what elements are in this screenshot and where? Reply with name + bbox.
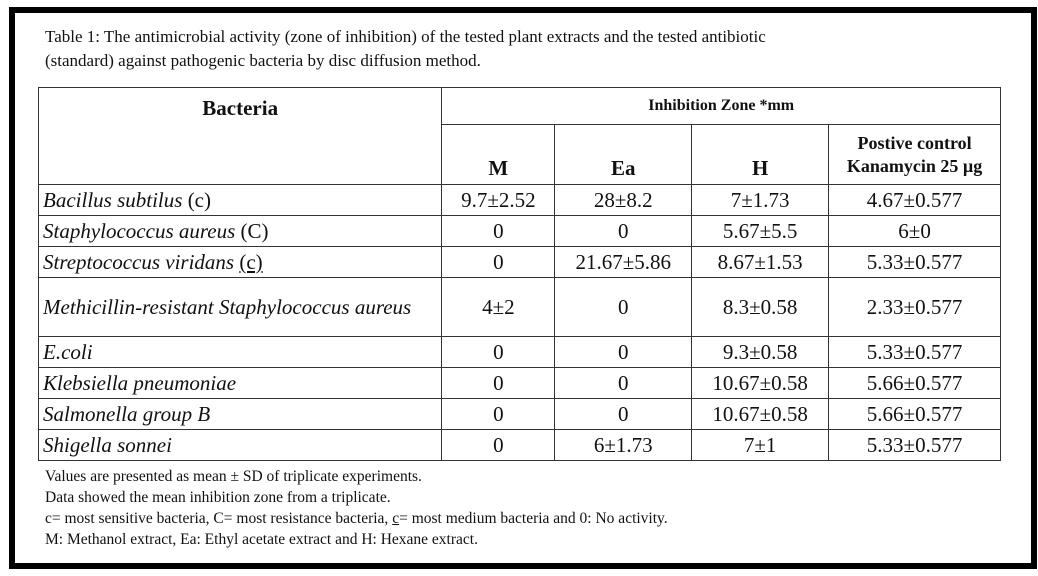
bacteria-name bbox=[39, 337, 442, 368]
bacteria-name bbox=[39, 430, 442, 461]
bacteria-name bbox=[39, 399, 442, 430]
bacteria-code: (c) bbox=[187, 187, 211, 212]
value-m: 0 bbox=[442, 430, 555, 461]
value-m: 0 bbox=[442, 247, 555, 278]
value-m: 0 bbox=[442, 368, 555, 399]
value-ea: 21.67±5.86 bbox=[555, 247, 692, 278]
footnote-3-underlined-c: c bbox=[392, 510, 400, 527]
value-h: 7±1.73 bbox=[692, 185, 829, 216]
header-inhibition-zone: Inhibition Zone *mm bbox=[442, 88, 1001, 125]
header-row-top bbox=[39, 88, 1001, 125]
value-positive-control: 6±0 bbox=[829, 216, 1001, 247]
value-m: 0 bbox=[442, 216, 555, 247]
value-positive-control: 5.66±0.577 bbox=[829, 399, 1001, 430]
value-m: 4±2 bbox=[442, 278, 555, 337]
caption-line-2: (standard) against pathogenic bacteria by disc diffusion method. bbox=[45, 51, 481, 70]
header-positive-control-line1: Postive control bbox=[857, 132, 972, 153]
value-positive-control: 5.33±0.577 bbox=[829, 430, 1001, 461]
bacteria-name bbox=[39, 247, 442, 278]
value-h: 5.67±5.5 bbox=[692, 216, 829, 247]
footnote-3-part-a: c= most sensitive bacteria, C= most resistance bacteria, bbox=[45, 510, 393, 527]
value-ea: 28±8.2 bbox=[555, 185, 692, 216]
bacteria-name-text: Streptococcus viridans bbox=[43, 249, 235, 274]
bacteria-name-text: E.coli bbox=[43, 339, 93, 364]
bacteria-name bbox=[39, 185, 442, 216]
value-positive-control: 2.33±0.577 bbox=[829, 278, 1001, 337]
header-m: M bbox=[442, 125, 555, 185]
header-positive-control bbox=[829, 125, 1001, 185]
table-row bbox=[39, 337, 1001, 368]
table-row bbox=[39, 368, 1001, 399]
value-h: 8.67±1.53 bbox=[692, 247, 829, 278]
figure-frame bbox=[9, 7, 1037, 569]
bacteria-name-text: Klebsiella pneumoniae bbox=[43, 370, 237, 395]
value-ea: 0 bbox=[555, 399, 692, 430]
bacteria-name-text: Methicillin-resistant Staphylococcus aureus bbox=[43, 295, 412, 319]
footnote-1: Values are presented as mean ± SD of triplicate experiments. bbox=[45, 468, 422, 485]
bacteria-name-text: Shigella sonnei bbox=[43, 432, 172, 457]
footnote-3-part-c: = most medium bacteria and 0: No activity. bbox=[399, 510, 668, 527]
value-positive-control: 5.33±0.577 bbox=[829, 247, 1001, 278]
inhibition-table bbox=[38, 87, 1001, 461]
table-row bbox=[39, 185, 1001, 216]
value-h: 9.3±0.58 bbox=[692, 337, 829, 368]
value-m: 0 bbox=[442, 399, 555, 430]
caption-line-1: Table 1: The antimicrobial activity (zone of inhibition) of the tested plant extracts and the tested antibiotic bbox=[45, 27, 766, 46]
value-positive-control: 5.66±0.577 bbox=[829, 368, 1001, 399]
bacteria-name bbox=[39, 368, 442, 399]
bacteria-code: (C) bbox=[240, 218, 269, 243]
value-ea: 0 bbox=[555, 337, 692, 368]
bacteria-name-text: Staphylococcus aureus bbox=[43, 218, 236, 243]
value-h: 8.3±0.58 bbox=[692, 278, 829, 337]
value-ea: 0 bbox=[555, 216, 692, 247]
value-h: 10.67±0.58 bbox=[692, 368, 829, 399]
bacteria-name-text: Bacillus subtilus bbox=[43, 187, 183, 212]
table-row bbox=[39, 216, 1001, 247]
table-footnotes bbox=[45, 466, 1005, 550]
table-row bbox=[39, 247, 1001, 278]
value-ea: 6±1.73 bbox=[555, 430, 692, 461]
value-m: 0 bbox=[442, 337, 555, 368]
bacteria-code: (c) bbox=[239, 249, 263, 274]
bacteria-name-text: Salmonella group B bbox=[43, 401, 211, 426]
value-h: 10.67±0.58 bbox=[692, 399, 829, 430]
value-m: 9.7±2.52 bbox=[442, 185, 555, 216]
header-positive-control-line2: Kanamycin 25 µg bbox=[846, 155, 983, 176]
value-positive-control: 5.33±0.577 bbox=[829, 337, 1001, 368]
header-bacteria: Bacteria bbox=[39, 88, 442, 185]
header-h: H bbox=[692, 125, 829, 185]
value-ea: 0 bbox=[555, 278, 692, 337]
header-ea: Ea bbox=[555, 125, 692, 185]
table-row bbox=[39, 430, 1001, 461]
footnote-2: Data showed the mean inhibition zone from a triplicate. bbox=[45, 489, 391, 506]
bacteria-name bbox=[39, 216, 442, 247]
value-ea: 0 bbox=[555, 368, 692, 399]
footnote-3 bbox=[45, 508, 1005, 529]
table-caption bbox=[45, 25, 1005, 73]
value-h: 7±1 bbox=[692, 430, 829, 461]
table-row bbox=[39, 399, 1001, 430]
value-positive-control: 4.67±0.577 bbox=[829, 185, 1001, 216]
table-row bbox=[39, 278, 1001, 337]
bacteria-name bbox=[39, 278, 442, 337]
footnote-4: M: Methanol extract, Ea: Ethyl acetate extract and H: Hexane extract. bbox=[45, 531, 478, 548]
